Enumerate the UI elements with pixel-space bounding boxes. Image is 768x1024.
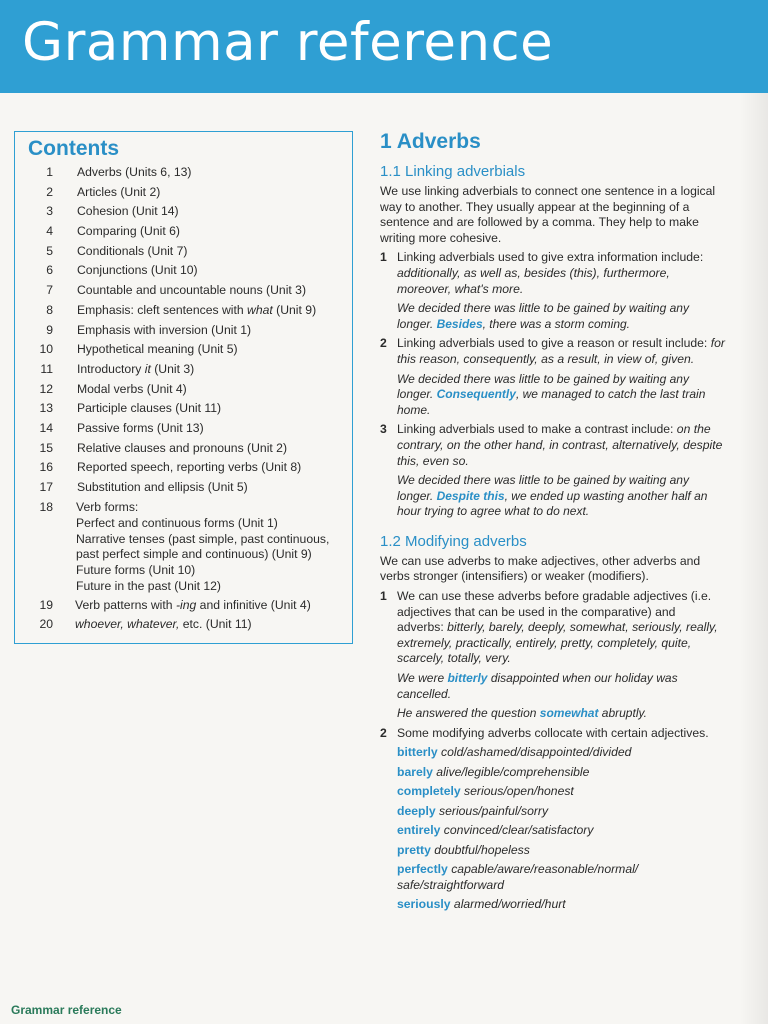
contents-item: 15 Relative clauses and pronouns (Unit 2)	[39, 440, 288, 455]
collocation-line: perfectly capable/aware/reasonable/normal/ safe/straightforward	[397, 862, 639, 892]
contents-item: 19 Verb patterns with -ing and infinitive (Unit 4)	[39, 597, 311, 612]
contents-item: 7 Countable and uncountable nouns (Unit 3)	[46, 283, 307, 298]
example-sentence: We decided there was little to be gained by waiting any longer. Consequently, we managed to catch the last train home.	[397, 371, 706, 417]
collocation-line: deeply serious/painful/sorry	[397, 803, 549, 818]
collocation-line: entirely convinced/clear/satisfactory	[397, 823, 594, 838]
rule-item: 2 Some modifying adverbs collocate with certain adjectives. bitterly cold/ashamed/disappointed/divided barely alive/legible/comprehensible completely serious/open/honest deeply serious/painful/sorry entirely convinced/clear/satisfactory pretty doubtful/hopeless perfectly capable/aware/reasonable/normal/ safe/straightforward seriously alarmed/worried/hurt	[380, 726, 725, 913]
contents-item: 6 Conjunctions (Unit 10)	[46, 263, 198, 278]
collocation-line: pretty doubtful/hopeless	[397, 842, 530, 857]
contents-list	[15, 163, 352, 635]
page-footer: Grammar reference	[11, 1003, 122, 1017]
contents-item: 3 Cohesion (Unit 14)	[46, 204, 179, 219]
contents-item: 4 Comparing (Unit 6)	[46, 224, 180, 239]
contents-item: 20 whoever, whatever, etc. (Unit 11)	[39, 617, 252, 632]
contents-item: 18 Verb forms: Perfect and continuous forms (Unit 1) Narrative tenses (past simple, past continuous, past perfect simple and continuous) (Unit 9) Future forms (Unit 10) Future in the past (Unit 12)	[39, 499, 330, 594]
intro-paragraph: We use linking adverbials to connect one sentence in a logical way to another. They usually appear at the beginning of a sentence and are followed by a comma. They help to make writing more cohesive.	[380, 184, 716, 245]
contents-item: 2 Articles (Unit 2)	[46, 184, 161, 199]
section-title: 1 Adverbs	[380, 130, 481, 153]
subsection-title: 1.2 Modifying adverbs	[380, 532, 527, 550]
rule-item: 2 Linking adverbials used to give a reason or result include: for this reason, consequently, as a result, in view of, given. We decided there was little to be gained by waiting any longer. Consequently, we managed to catch the last train home.	[380, 336, 725, 417]
contents-item: 8 Emphasis: cleft sentences with what (Unit 9)	[46, 302, 317, 317]
collocation-line: bitterly cold/ashamed/disappointed/divided	[397, 745, 632, 760]
contents-item: 10 Hypothetical meaning (Unit 5)	[39, 342, 238, 357]
contents-item: 17 Substitution and ellipsis (Unit 5)	[39, 480, 248, 494]
contents-item: 11 Introductory it (Unit 3)	[40, 361, 195, 376]
page-title: Grammar reference	[22, 12, 554, 73]
contents-item: 13 Participle clauses (Unit 11)	[39, 401, 222, 416]
title-banner	[0, 0, 768, 93]
rule-item: 1 Linking adverbials used to give extra information include: additionally, as well as, besides (this), furthermore, moreover, what's more. We decided there was little to be gained by waiting any longer. Besides, there was a storm coming.	[380, 250, 725, 332]
rule-item: 3 Linking adverbials used to make a contrast include: on the contrary, on the other hand, in contrast, alternatively, despite this, even so. We decided there was little to be gained by waiting any longer. Despite this, we ended up wasting another half an hour trying to agree what to do next.	[380, 422, 725, 520]
contents-item: 5 Conditionals (Unit 7)	[46, 243, 188, 258]
subsection-title: 1.1 Linking adverbials	[380, 163, 526, 180]
rule-item: 1 We can use these adverbs before gradable adjectives (i.e. adjectives that can be used in the comparative) and adverbs: bitterly, barely, deeply, somewhat, seriously, really, extremely, practically, entirely, pretty, completely, quite, scarcely, totally, very. We were bitterly disappointed when our holiday was cancelled. He answered the question somewhat abruptly.	[380, 589, 725, 722]
example-sentence: We were bitterly disappointed when our holiday was cancelled.	[397, 671, 678, 701]
intro-paragraph: We can use adverbs to make adjectives, other adverbs and verbs stronger (intensifiers) or weaker (modifiers).	[380, 553, 701, 584]
collocation-line: barely alive/legible/comprehensible	[397, 764, 590, 779]
contents-item: 9 Emphasis with inversion (Unit 1)	[46, 322, 252, 337]
contents-title: Contents	[28, 137, 119, 160]
adverbs-section	[380, 128, 725, 913]
contents-item: 1 Adverbs (Units 6, 13)	[46, 165, 192, 179]
example-sentence: We decided there was little to be gained by waiting any longer. Besides, there was a storm coming.	[397, 301, 689, 331]
collocation-line: seriously alarmed/worried/hurt	[397, 897, 566, 912]
example-sentence: He answered the question somewhat abruptly.	[397, 706, 647, 721]
example-sentence: We decided there was little to be gained by waiting any longer. Despite this, we ended up wasting another half an hour trying to agree what to do next.	[397, 473, 708, 519]
collocation-line: completely serious/open/honest	[397, 784, 574, 799]
page-edge-shade	[740, 93, 768, 1024]
contents-item: 14 Passive forms (Unit 13)	[39, 420, 204, 435]
contents-item: 16 Reported speech, reporting verbs (Unit 8)	[39, 460, 302, 475]
contents-box	[14, 131, 353, 644]
contents-item: 12 Modal verbs (Unit 4)	[39, 381, 187, 396]
